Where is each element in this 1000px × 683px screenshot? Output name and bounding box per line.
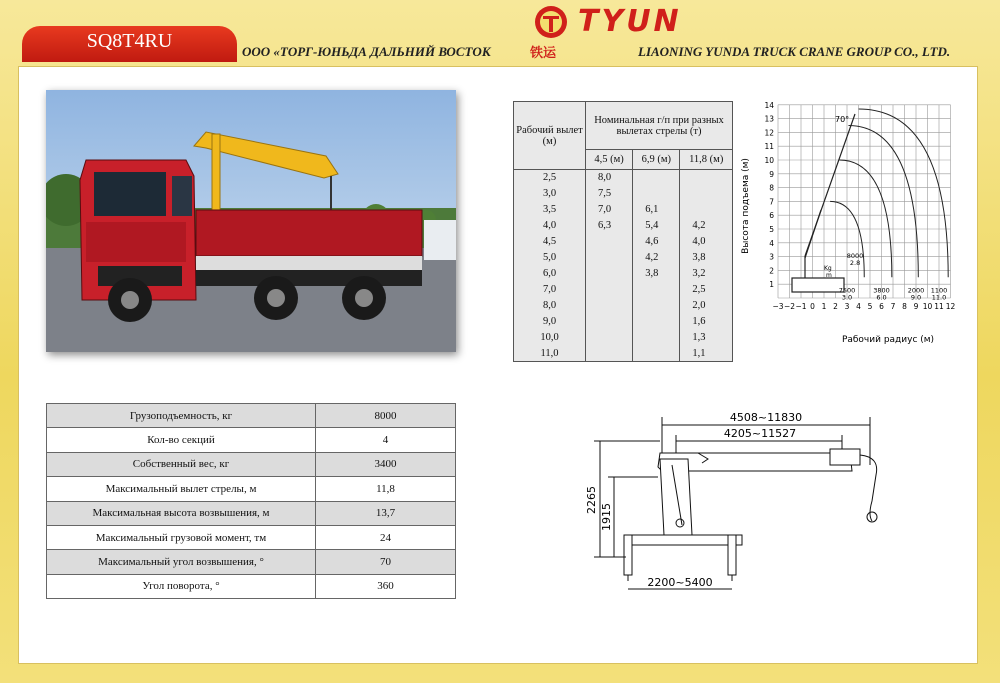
model-code: SQ8T4RU <box>86 30 173 52</box>
kg-unit-label: Kg <box>824 265 832 272</box>
capacity-load-cell <box>633 170 680 186</box>
x-tick-label: −3 <box>772 302 784 311</box>
capacity-load-cell <box>633 282 680 298</box>
capacity-load-cell <box>633 314 680 330</box>
load-m-label: 11.0 <box>931 293 947 302</box>
y-tick-label: 14 <box>764 100 774 110</box>
capacity-load-cell: 2,0 <box>680 298 733 314</box>
capacity-load-cell <box>586 282 633 298</box>
x-tick-label: 12 <box>945 302 956 311</box>
spec-label: Кол-во секций <box>47 428 316 452</box>
capacity-load-cell: 7,0 <box>586 202 633 218</box>
spec-value: 70 <box>316 550 456 574</box>
x-tick-label: 2 <box>833 302 838 311</box>
capacity-radius-cell: 4,0 <box>514 218 586 234</box>
x-tick-label: 0 <box>810 302 815 311</box>
spec-value: 360 <box>316 574 456 598</box>
x-tick-label: 3 <box>844 302 850 311</box>
capacity-row <box>514 330 733 346</box>
load-m-label: 6.0 <box>876 293 887 302</box>
capacity-row <box>514 314 733 330</box>
spec-value: 24 <box>316 525 456 549</box>
capacity-load-cell: 1,6 <box>680 314 733 330</box>
capacity-load-cell <box>633 186 680 202</box>
capacity-radius-cell: 10,0 <box>514 330 586 346</box>
dim-height-inner: 1915 <box>600 503 613 531</box>
load-kg-label: 2000 <box>907 286 925 295</box>
y-tick-label: 7 <box>769 197 774 207</box>
y-tick-label: 2 <box>769 266 774 276</box>
y-tick-label: 1 <box>769 280 774 290</box>
capacity-subheader: 4,5 (м) <box>586 150 633 170</box>
capacity-load-cell: 3,8 <box>633 266 680 282</box>
capacity-col-radius: Рабочий вылет (м) <box>514 102 586 170</box>
capacity-load-cell: 4,2 <box>633 250 680 266</box>
load-kg-label: 3800 <box>873 286 890 295</box>
capacity-row <box>514 186 733 202</box>
spec-label: Максимальный грузовой момент, тм <box>47 525 316 549</box>
capacity-load-cell <box>586 250 633 266</box>
spec-row <box>47 525 456 549</box>
capacity-radius-cell: 3,5 <box>514 202 586 218</box>
x-tick-label: 6 <box>879 302 884 311</box>
dim-boom-total: 4508~11830 <box>729 411 803 424</box>
capacity-row <box>514 234 733 250</box>
capacity-row <box>514 202 733 218</box>
capacity-radius-cell: 11,0 <box>514 346 586 362</box>
spec-value: 11,8 <box>316 477 456 501</box>
capacity-radius-cell: 9,0 <box>514 314 586 330</box>
y-tick-label: 3 <box>769 252 774 262</box>
y-tick-label: 10 <box>764 156 774 165</box>
capacity-row <box>514 282 733 298</box>
dim-outrigger-span: 2200~5400 <box>647 576 713 589</box>
m-unit-label: m <box>826 272 832 279</box>
capacity-radius-cell: 2,5 <box>514 170 586 186</box>
dim-boom-inner: 4205~11527 <box>723 427 797 440</box>
boom-angle-label: 70° <box>835 115 850 124</box>
chart-xlabel: Рабочий радиус (м) <box>841 335 935 345</box>
capacity-radius-cell: 4,5 <box>514 234 586 250</box>
capacity-load-cell <box>586 234 633 250</box>
x-tick-label: 7 <box>890 302 896 311</box>
spec-value: 4 <box>316 428 456 452</box>
spec-label: Максимальный вылет стрелы, м <box>47 477 316 501</box>
x-tick-label: −2 <box>783 302 796 311</box>
capacity-load-cell: 8,0 <box>586 170 633 186</box>
capacity-load-cell <box>680 186 733 202</box>
capacity-load-cell: 6,1 <box>633 202 680 218</box>
capacity-subheader: 11,8 (м) <box>680 150 733 170</box>
load-kg-label: 8000 <box>846 251 864 260</box>
capacity-load-cell <box>680 202 733 218</box>
capacity-load-cell <box>633 346 680 362</box>
load-kg-label: 7500 <box>838 286 856 295</box>
capacity-load-cell: 4,2 <box>680 218 733 234</box>
brand-logo-icon <box>533 4 569 40</box>
spec-row <box>47 574 456 598</box>
capacity-load-cell: 6,3 <box>586 218 633 234</box>
capacity-col-group: Номинальная г/п при разных вылетах стрелы (т) <box>586 102 733 150</box>
capacity-load-cell <box>586 346 633 362</box>
capacity-radius-cell: 8,0 <box>514 298 586 314</box>
capacity-radius-cell: 7,0 <box>514 282 586 298</box>
capacity-radius-cell: 6,0 <box>514 266 586 282</box>
capacity-load-cell <box>633 298 680 314</box>
load-arc <box>859 109 949 277</box>
capacity-row <box>514 218 733 234</box>
x-tick-label: 10 <box>922 302 933 311</box>
y-tick-label: 4 <box>769 238 774 248</box>
y-tick-label: 12 <box>764 128 774 138</box>
y-tick-label: 6 <box>769 211 774 221</box>
load-m-label: 9.0 <box>910 293 922 302</box>
capacity-load-cell: 5,4 <box>633 218 680 234</box>
spec-label: Максимальный угол возвышения, ° <box>47 550 316 574</box>
capacity-load-cell <box>680 170 733 186</box>
x-tick-label: 5 <box>867 302 873 311</box>
spec-label: Угол поворота, ° <box>47 574 316 598</box>
spec-table <box>46 403 456 599</box>
capacity-row <box>514 298 733 314</box>
y-tick-label: 9 <box>769 169 774 179</box>
capacity-row <box>514 266 733 282</box>
spec-row <box>47 404 456 428</box>
spec-label: Максимальная высота возвышения, м <box>47 501 316 525</box>
spec-value: 3400 <box>316 452 456 476</box>
dimension-drawing <box>580 405 910 605</box>
company-name-en: LIAONING YUNDA TRUCK CRANE GROUP CO., LTD. <box>638 44 951 59</box>
capacity-row <box>514 346 733 362</box>
capacity-load-cell <box>586 314 633 330</box>
x-tick-label: 9 <box>913 302 919 311</box>
x-tick-label: 11 <box>934 302 944 311</box>
capacity-radius-cell: 3,0 <box>514 186 586 202</box>
y-tick-label: 5 <box>769 225 774 234</box>
company-name-ru: ООО «ТОРГ-ЮНЬДА ДАЛЬНИЙ ВОСТОК <box>242 44 491 59</box>
capacity-load-cell <box>586 266 633 282</box>
capacity-load-cell: 1,1 <box>680 346 733 362</box>
y-tick-label: 13 <box>764 114 774 124</box>
brand-name-cn: 铁运 <box>530 46 557 61</box>
capacity-load-cell: 1,3 <box>680 330 733 346</box>
capacity-load-cell <box>586 330 633 346</box>
capacity-load-cell <box>633 330 680 346</box>
truck-photo <box>46 90 456 352</box>
capacity-radius-cell: 5,0 <box>514 250 586 266</box>
spec-label: Грузоподъемность, кг <box>47 404 316 428</box>
y-tick-label: 11 <box>764 142 774 152</box>
capacity-load-cell: 3,2 <box>680 266 733 282</box>
x-tick-label: 8 <box>902 302 907 311</box>
brand-name: TYUN <box>578 4 682 39</box>
capacity-row <box>514 170 733 186</box>
capacity-row <box>514 250 733 266</box>
spec-row <box>47 477 456 501</box>
x-tick-label: −1 <box>795 302 807 311</box>
capacity-load-cell: 4,0 <box>680 234 733 250</box>
load-kg-label: 1100 <box>930 286 948 295</box>
x-tick-label: 1 <box>821 302 827 311</box>
spec-value: 8000 <box>316 404 456 428</box>
load-m-label: 2.8 <box>849 258 861 267</box>
spec-row <box>47 550 456 574</box>
spec-label: Собственный вес, кг <box>47 452 316 476</box>
capacity-subheader: 6,9 (м) <box>633 150 680 170</box>
load-m-label: 3.0 <box>841 293 853 302</box>
capacity-load-cell: 7,5 <box>586 186 633 202</box>
spec-row <box>47 501 456 525</box>
x-tick-label: 4 <box>856 302 861 311</box>
capacity-load-cell: 3,8 <box>680 250 733 266</box>
load-chart <box>738 100 978 350</box>
chart-ylabel: Высота подъема (м) <box>741 158 751 254</box>
capacity-load-cell <box>586 298 633 314</box>
dim-height-outer: 2265 <box>585 486 598 514</box>
spec-value: 13,7 <box>316 501 456 525</box>
spec-row <box>47 428 456 452</box>
capacity-table <box>513 101 733 362</box>
y-tick-label: 8 <box>769 183 774 193</box>
spec-row <box>47 452 456 476</box>
capacity-load-cell: 4,6 <box>633 234 680 250</box>
capacity-load-cell: 2,5 <box>680 282 733 298</box>
